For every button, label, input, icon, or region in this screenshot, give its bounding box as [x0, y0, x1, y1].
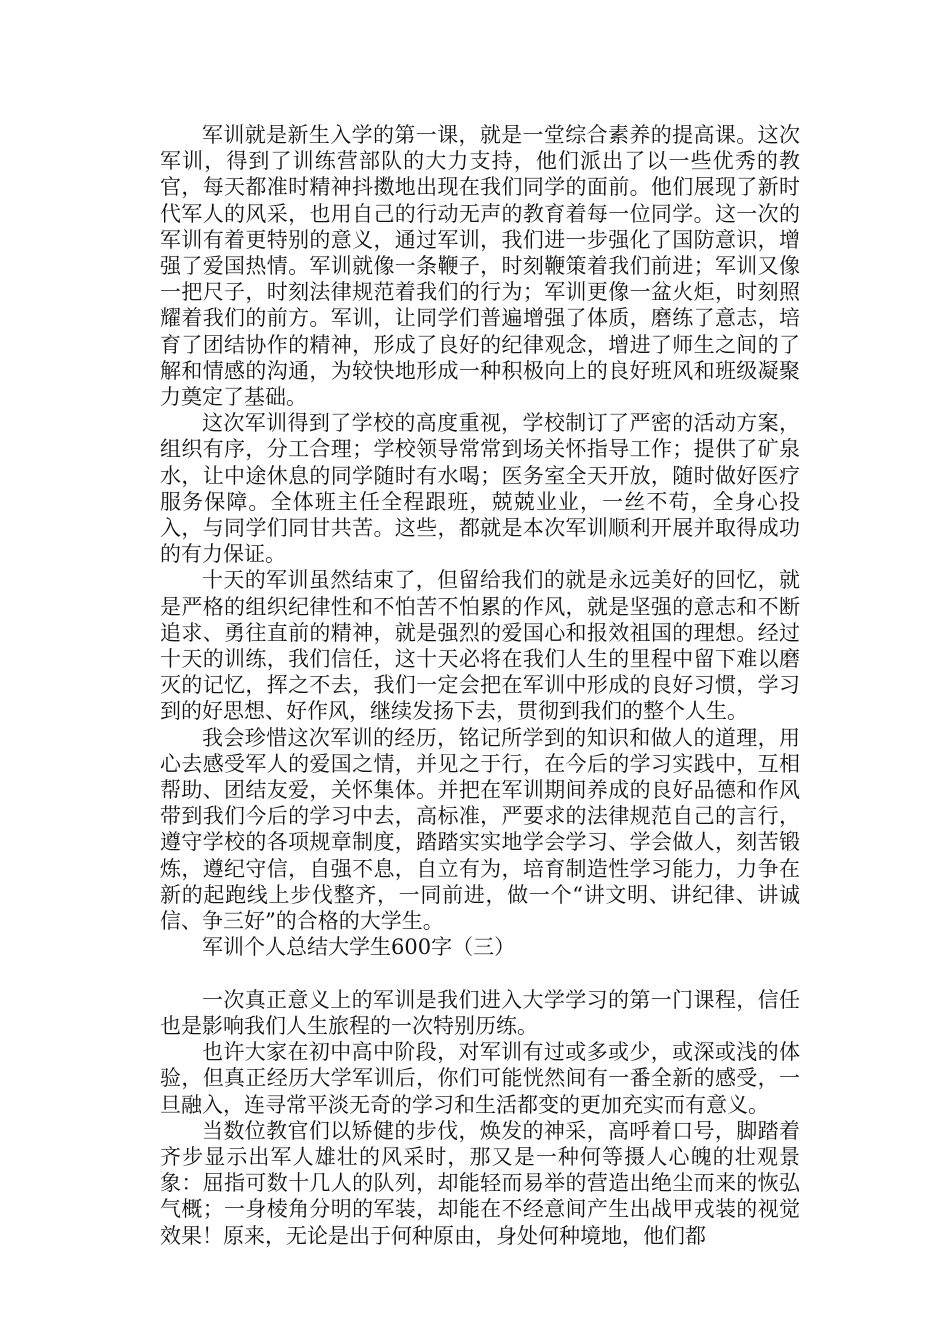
paragraph: 军训就是新生入学的第一课，就是一堂综合素养的提高课。这次军训，得到了训练营部队的大力支持，他们派出了以一些优秀的教官，每天都准时精神抖擞地出现在我们同学的面前。他们展现了新时代军人的风采，也用自己的行动无声的教育着每一位同学。这一次的军训有着更特别的意义，通过军训，我们进一步强化了国防意识，增强了爱国热情。军训就像一条鞭子，时刻鞭策着我们前进；军训又像一把尺子，时刻法律规范着我们的行为；军训更像一盆火炬，时刻照耀着我们的前方。军训，让同学们普遍增强了体质，磨练了意志，培育了团结协作的精神，形成了良好的纪律观念，增进了师生之间的了解和情感的沟通，为较快地形成一种积极向上的良好班风和班级凝聚力奠定了基础。	[160, 123, 800, 410]
paragraph: 这次军训得到了学校的高度重视，学校制订了严密的活动方案，组织有序，分工合理；学校领导常常到场关怀指导工作；提供了矿泉水，让中途休息的同学随时有水喝；医务室全天开放，随时做好医疗服务保障。全体班主任全程跟班，兢兢业业，一丝不苟，全身心投入，与同学们同甘共苦。这些，都就是本次军训顺利开展并取得成功的有力保证。	[160, 411, 800, 567]
paragraph: 十天的军训虽然结束了，但留给我们的就是永远美好的回忆，就是严格的组织纪律性和不怕苦不怕累的作风，就是坚强的意志和不断追求、勇往直前的精神，就是强烈的爱国心和报效祖国的理想。经过十天的训练，我们信任，这十天必将在我们人生的里程中留下难以磨灭的记忆，挥之不去，我们一定会把在军训中形成的良好习惯，学习到的好思想、好作风，继续发扬下去，贯彻到我们的整个人生。	[160, 568, 800, 724]
document-body	[160, 122, 800, 1249]
paragraph: 也许大家在初中高中阶段，对军训有过或多或少，或深或浅的体验，但真正经历大学军训后，你们可能恍然间有一番全新的感受，一旦融入，连寻常平淡无奇的学习和生活都变的更加充实而有意义。	[160, 1040, 800, 1117]
blank-line	[160, 961, 800, 987]
paragraph: 我会珍惜这次军训的经历，铭记所学到的知识和做人的道理，用心去感受军人的爱国之情，并见之于行，在今后的学习实践中，互相帮助、团结友爱，关怀集体。并把在军训期间养成的良好品德和作风带到我们今后的学习中去，高标准，严要求的法律规范自己的言行，遵守学校的各项规章制度，踏踏实实地学会学习、学会做人，刻苦锻炼，遵纪守信，自强不息，自立有为，培育制造性学习能力，力争在新的起跑线上步伐整齐，一同前进，做一个“讲文明、讲纪律、讲诚信、争三好”的合格的大学生。	[160, 725, 800, 934]
section-heading: 军训个人总结大学生600字（三）	[202, 935, 516, 960]
paragraph: 一次真正意义上的军训是我们进入大学学习的第一门课程，信任也是影响我们人生旅程的一次特别历练。	[160, 987, 800, 1038]
paragraph: 当数位教官们以矫健的步伐，焕发的神采，高呼着口号，脚踏着齐步显示出军人雄壮的风采时，那又是一种何等摄人心魄的壮观景象：屈指可数十几人的队列，却能轻而易举的营造出绝尘而来的恢弘气概；一身棱角分明的军装，却能在不经意间产生出战甲戎装的视觉效果！原来，无论是出于何种原由，身处何种境地，他们都	[160, 1118, 800, 1248]
